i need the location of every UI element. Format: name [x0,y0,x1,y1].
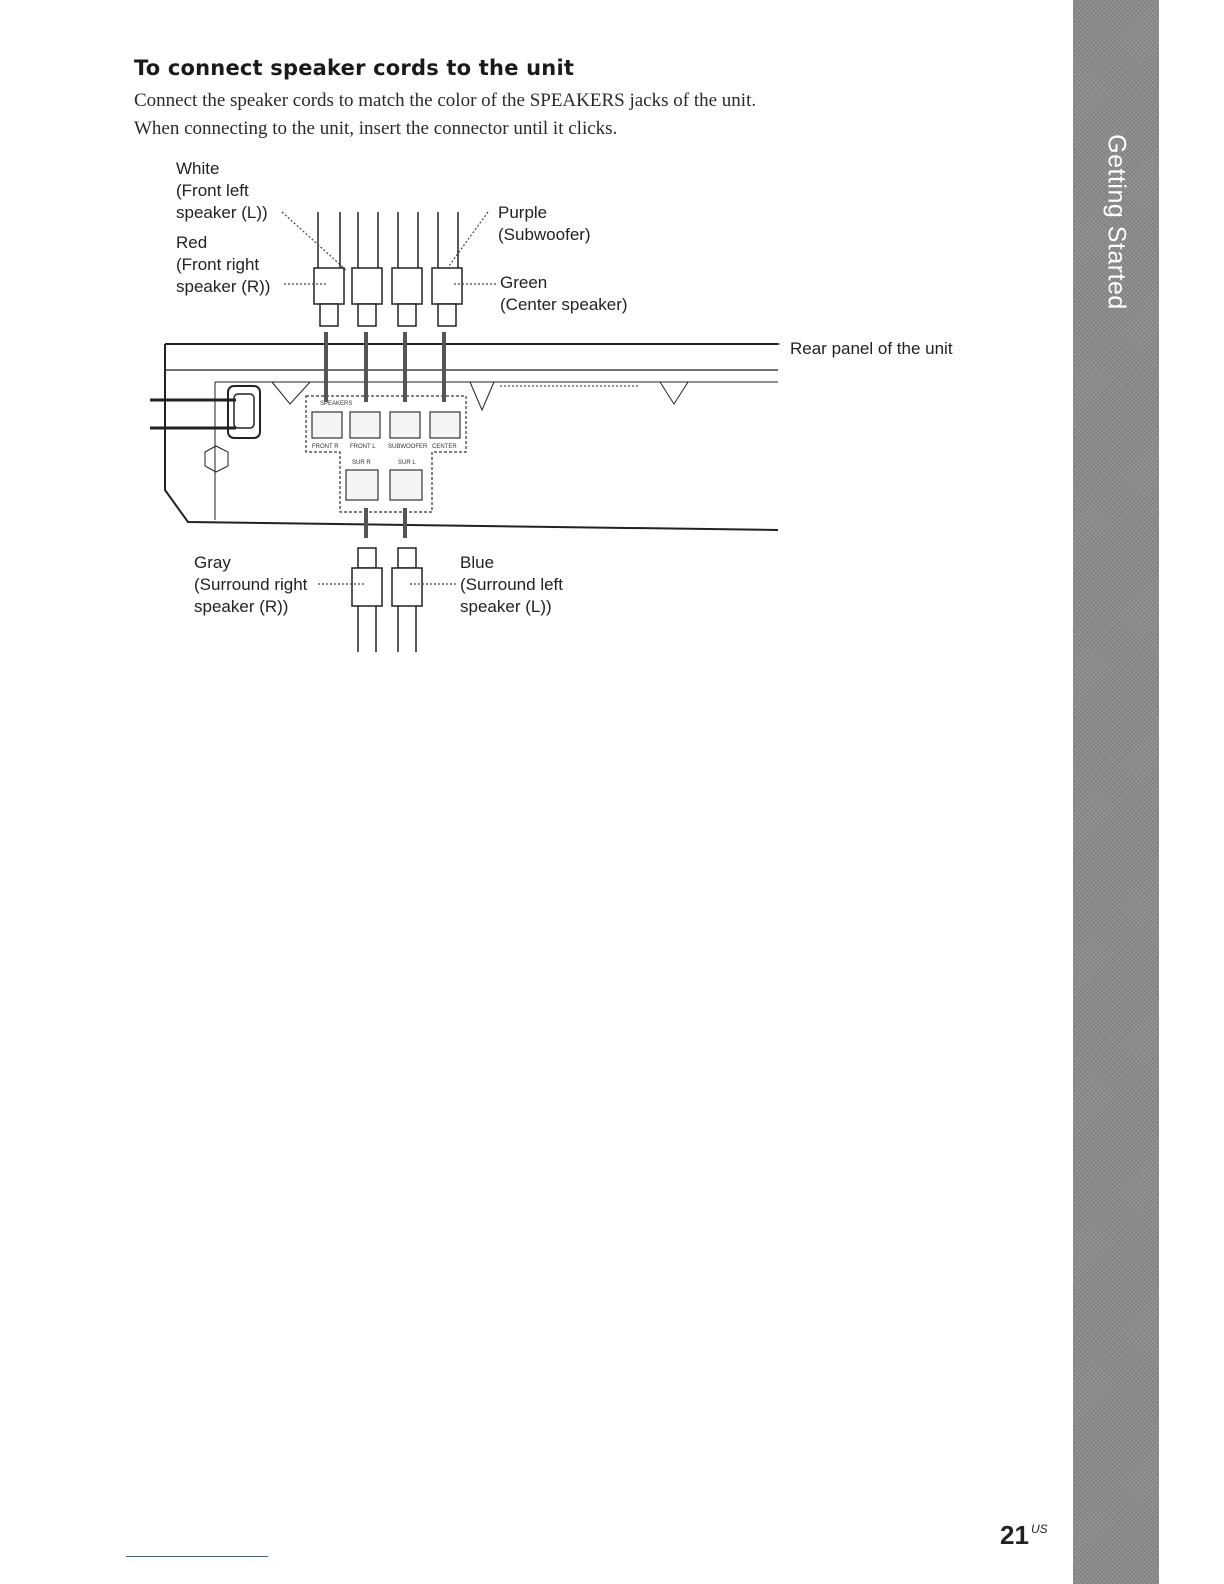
rear-panel-label: Rear panel of the unit [790,339,953,358]
center-jack-label: CENTER [432,444,457,450]
green-cord-label: Green (Center speaker) [500,273,628,314]
purple-cord-label: Purple (Subwoofer) [498,203,591,244]
blue-cord-label: Blue (Surround left speaker (L)) [460,553,563,616]
unit-rear-panel [150,344,778,530]
footer-rule [126,1556,268,1557]
connection-arrows [326,332,444,538]
front-connectors [314,212,462,326]
section-heading: To connect speaker cords to the unit [134,56,575,80]
front-r-jack-label: FRONT R [312,444,339,450]
sur-r-jack-label: SUR R [352,460,371,466]
subwoofer-jack-label: SUBWOOFER [388,444,428,450]
instruction-paragraph-2: When connecting to the unit, insert the connector until it clicks. [134,118,618,139]
speaker-terminal-panel [306,396,466,512]
front-l-jack-label: FRONT L [350,444,376,450]
red-cord-label: Red (Front right speaker (R)) [176,233,271,296]
surround-connectors [352,548,422,652]
chapter-side-tab-label: Getting Started [1102,134,1131,310]
instruction-paragraph-1: Connect the speaker cords to match the color of the SPEAKERS jacks of the unit. [134,90,757,111]
page-region-suffix: US [1031,1522,1048,1536]
sur-l-jack-label: SUR L [398,460,416,466]
gray-cord-label: Gray (Surround right speaker (R)) [194,553,308,616]
speakers-panel-label: SPEAKERS [320,401,353,407]
white-cord-label: White (Front left speaker (L)) [176,159,268,222]
page-number: 21 [1000,1520,1029,1550]
